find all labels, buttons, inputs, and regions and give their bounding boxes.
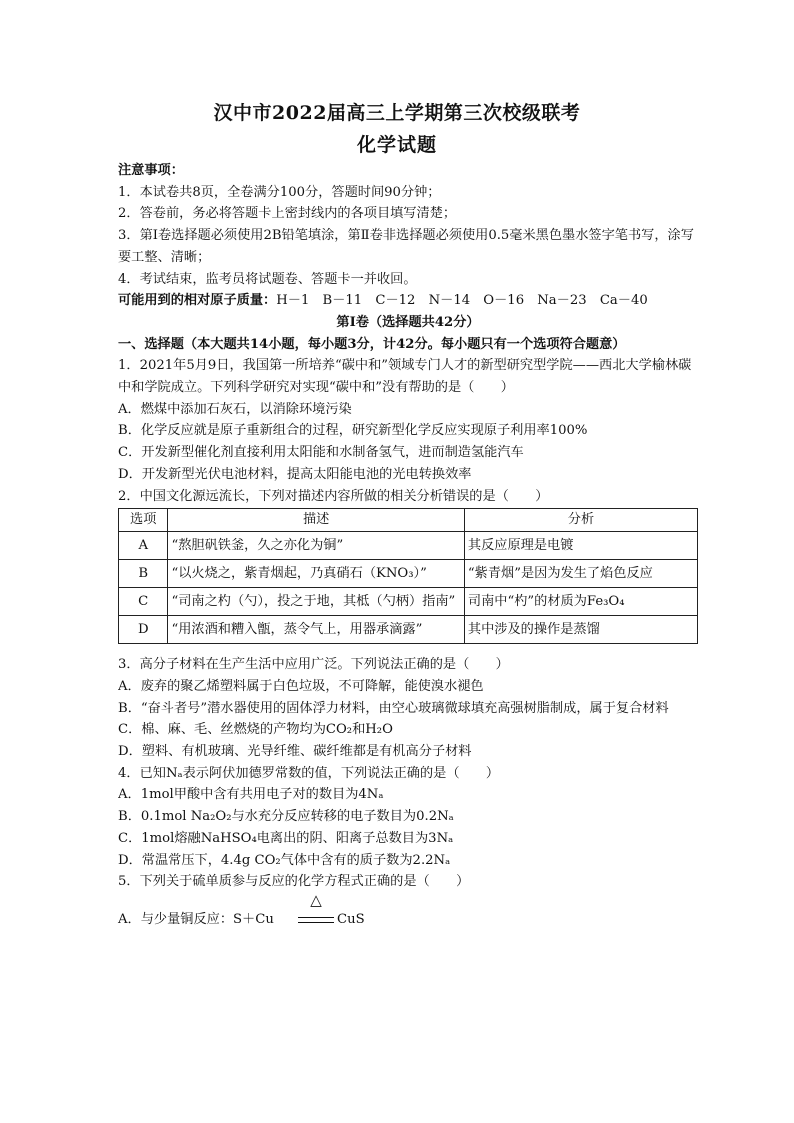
q4-option-b: B．0.1mol Na₂O₂与水充分反应转移的电子数目为0.2Nₐ [118,809,454,825]
atomic-mass-line [118,290,698,312]
table-header-cell: 描述 [168,509,464,532]
table-cell-description: “以火烧之，紫青烟起，乃真硝石（KNO₃）” [168,560,464,588]
table-cell-analysis: 其反应原理是电镀 [464,532,697,560]
q5-stem: 5．下列关于硫单质参与反应的化学方程式正确的是（ ） [118,874,470,890]
table-cell-description: “用浓酒和糟入甑，蒸令气上，用器承滴露” [168,616,464,644]
exam-subtitle: 化学试题 [356,134,437,156]
table-row [119,560,698,588]
section-heading: 一、选择题（本大题共14小题，每小题3分，计42分。每小题只有一个选项符合题意） [118,336,626,352]
notice-item-1: 1．本试卷共8页，全卷满分100分，答题时间90分钟； [118,184,441,200]
table-header-row [119,509,698,532]
q1-option-d: D．开发新型光伏电池材料，提高太阳能电池的光电转换效率 [118,466,472,482]
q1-option-b: B．化学反应就是原子重新组合的过程，研究新型化学反应实现原子利用率100% [118,423,588,439]
part1-title: 第Ⅰ卷（选择题共42分） [336,314,480,330]
table-cell-option: A [119,532,168,560]
atomic-mass-values: H－1 B－11 C－12 N－14 O－16 Na－23 Ca－40 [276,293,648,309]
q3-option-d: D．塑料、有机玻璃、光导纤维、碳纤维都是有机高分子材料 [118,744,472,760]
table-cell-analysis: 司南中“杓”的材质为Fe₃O₄ [464,588,697,616]
q1-option-a: A．燃煤中添加石灰石，以消除环境污染 [118,401,352,417]
q5-option-a [118,890,698,933]
notice-item-4: 4．考试结束，监考员将试题卷、答题卡一并收回。 [118,271,417,287]
q4-option-c: C．1mol熔融NaHSO₄电离出的阴、阳离子总数目为3Nₐ [118,830,454,846]
table-row [119,588,698,616]
table-cell-analysis: “紫青烟”是因为发生了焰色反应 [464,560,697,588]
heating-condition-symbol: △ [310,890,322,909]
q4-stem: 4．已知Nₐ表示阿伏加德罗常数的值，下列说法正确的是（ ） [118,765,500,781]
table-header-cell: 选项 [119,509,168,532]
q5-option-a-product: CuS [337,911,365,927]
q2-table [118,508,698,644]
table-cell-description: “司南之杓（勺），投之于地，其柢（勺柄）指南” [168,588,464,616]
table-cell-description: “熬胆矾铁釜，久之亦化为铜” [168,532,464,560]
notice-heading: 注意事项： [118,163,184,178]
atomic-mass-label: 可能用到的相对原子质量： [118,293,277,309]
equals-sign [298,917,334,923]
table-header-cell: 分析 [464,509,697,532]
table-row [119,616,698,644]
exam-content [118,160,698,933]
q3-stem: 3．高分子材料在生产生活中应用广泛。下列说法正确的是（ ） [118,657,509,673]
table-row [119,532,698,560]
q3-option-a: A．废弃的聚乙烯塑料属于白色垃圾，不可降解，能使溴水褪色 [118,678,484,694]
table-cell-option: D [119,616,168,644]
table-cell-option: B [119,560,168,588]
table-cell-option: C [119,588,168,616]
notice-item-2: 2．答卷前，务必将答题卡上密封线内的各项目填写清楚； [118,206,457,222]
q5-option-a-reactants: A．与少量铜反应：S＋Cu [118,911,274,927]
exam-title: 汉中市2022届高三上学期第三次校级联考 [213,102,581,124]
table-cell-analysis: 其中涉及的操作是蒸馏 [464,616,697,644]
q3-option-b: B．“奋斗者号”潜水器使用的固体浮力材料，由空心玻璃微球填充高强树脂制成，属于复合材料 [118,700,669,716]
q4-option-d: D．常温常压下，4.4g CO₂气体中含有的质子数为2.2Nₐ [118,852,451,868]
notice-item-3: 3．第Ⅰ卷选择题必须使用2B铅笔填涂，第Ⅱ卷非选择题必须使用0.5毫米黑色墨水签字笔书写，涂写要工整、清晰； [118,228,694,265]
q2-stem: 2．中国文化源远流长，下列对描述内容所做的相关分析错误的是（ ） [118,488,549,504]
q3-option-c: C．棉、麻、毛、丝燃烧的产物均为CO₂和H₂O [118,722,393,738]
q1-option-c: C．开发新型催化剂直接利用太阳能和水制备氢气，进而制造氢能汽车 [118,445,524,461]
q1-stem: 1．2021年5月9日，我国第一所培养“碳中和”领域专门人才的新型研究型学院——西北大学榆林碳中和学院成立。下列科学研究对实现“碳中和”没有帮助的是（ ） [118,358,692,396]
q4-option-a: A．1mol甲酸中含有共用电子对的数目为4Nₐ [118,787,384,803]
